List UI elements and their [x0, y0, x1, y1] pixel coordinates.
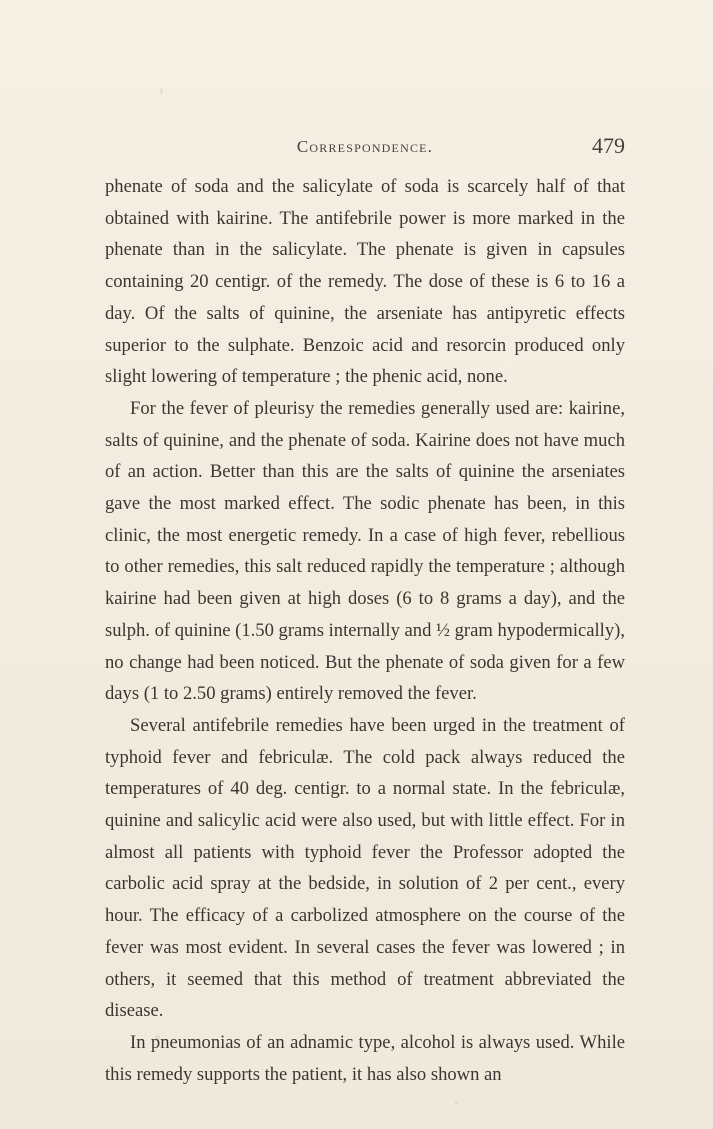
body-text [105, 171, 625, 1090]
paper-blemish [155, 1035, 160, 1040]
page-number: 479 [592, 133, 625, 158]
paper-blemish [455, 1101, 458, 1104]
paper-blemish [160, 88, 163, 94]
running-head [105, 133, 625, 163]
paragraph-2: For the fever of pleurisy the remedies generally used are: kairine, salts of quinine, and the phenate of soda. Kairine does not have much of an action. Better than this are the salts of quinine the arseniates gave the most marked effect. The sodic phenate has been, in this clinic, the most energetic remedy. In a case of high fever, rebellious to other remedies, this salt reduced rapidly the temperature ; although kairine had been given at high doses (6 to 8 grams a day), and the sulph. of quinine (1.50 grams internally and ½ gram hypodermically), no change had been noticed. But the phenate of soda given for a few days (1 to 2.50 grams) entirely removed the fever. [105, 397, 625, 705]
paragraph-1: phenate of soda and the salicylate of soda is scarcely half of that obtained with kairine. The antifebrile power is more marked in the phenate than in the salicylate. The phenate is given in capsules containing 20 centigr. of the remedy. The dose of these is 6 to 16 a day. Of the salts of quinine, the arseniate has antipyretic effects superior to the sulphate. Benzoic acid and resorcin produced only slight lowering of temperature ; the phenic acid, none. [105, 176, 625, 388]
paragraph-4: In pneumonias of an adnamic type, alcohol is always used. While this remedy supports the patient, it has also shown an [105, 1031, 625, 1085]
paragraph-3: Several antifebrile remedies have been urged in the treatment of typhoid fever and febriculæ. The cold pack always reduced the temperatures of 40 deg. centigr. to a normal state. In the febriculæ, quinine and salicylic acid were also used, but with little effect. For in almost all patients with typhoid fever the Professor adopted the carbolic acid spray at the bedside, in solution of 2 per cent., every hour. The efficacy of a carbolized atmosphere on the course of the fever was most evident. In several cases the fever was lowered ; in others, it seemed that this method of treatment abbreviated the disease. [105, 714, 625, 1022]
running-title: Correspondence. [296, 137, 434, 156]
